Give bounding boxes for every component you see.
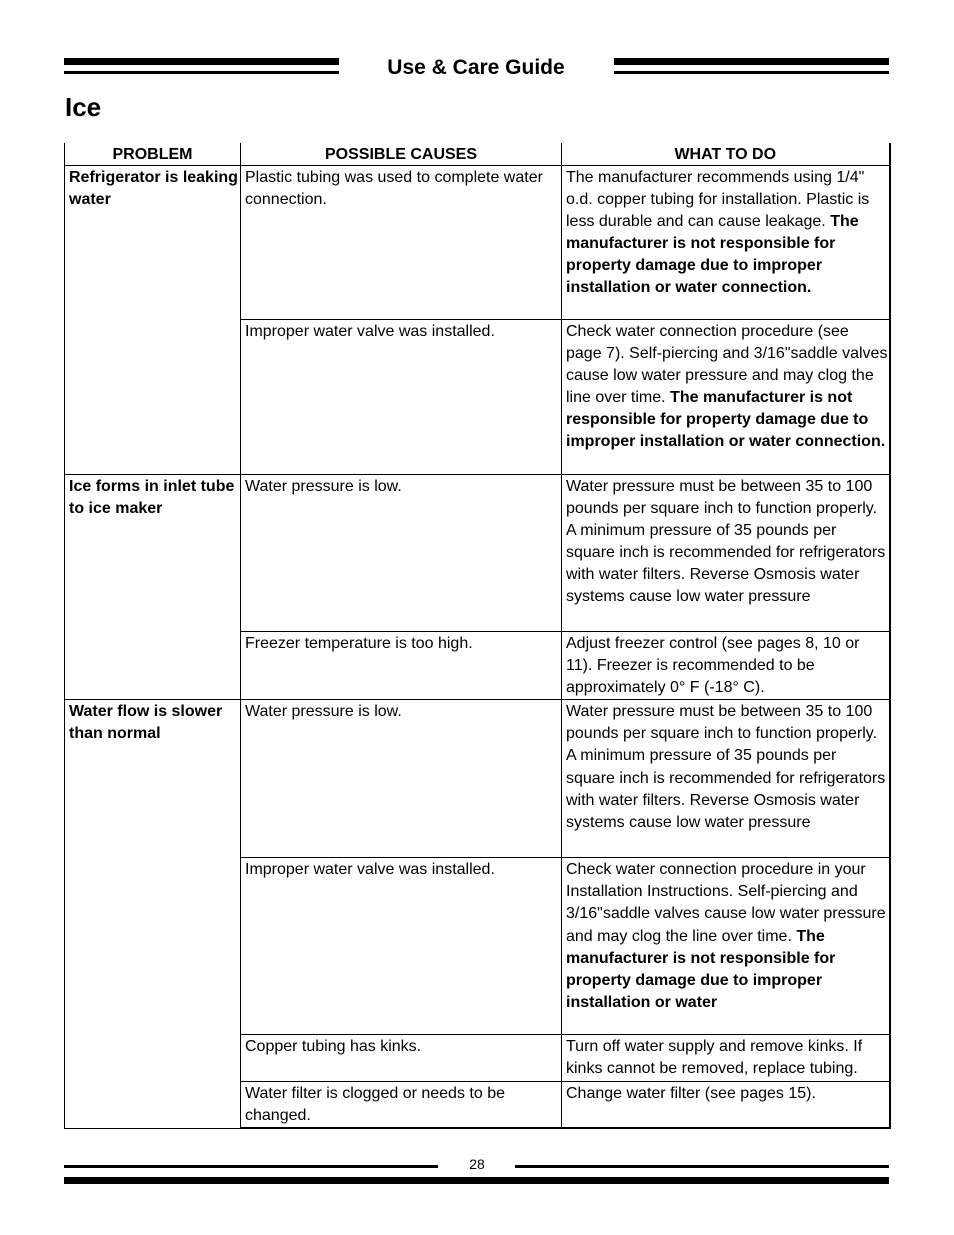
cause-cell: Copper tubing has kinks. (241, 1035, 562, 1082)
problem-cell: Refrigerator is leaking water (65, 166, 241, 475)
cause-cell: Freezer temperature is too high. (241, 632, 562, 700)
todo-cell (562, 166, 890, 320)
footer-rule-right-thin (515, 1165, 889, 1168)
problem-cell: Ice forms in inlet tube to ice maker (65, 475, 241, 700)
cause-cell: Water filter is clogged or needs to be changed. (241, 1082, 562, 1129)
troubleshooting-table (64, 143, 889, 1129)
header-rule-left-thin (64, 71, 339, 74)
todo-cell: Water pressure must be between 35 to 100 pounds per square inch to function properly. A minimum pressure of 35 pounds per square inch is recommended for refrigerators with water filters. Reverse Osmosis water systems cause low water pressure (562, 700, 890, 858)
footer-rule-thick (64, 1177, 889, 1184)
todo-cell: Water pressure must be between 35 to 100 pounds per square inch to function properly. A minimum pressure of 35 pounds per square inch is recommended for refrigerators with water filters. Reverse Osmosis water systems cause low water pressure (562, 475, 890, 632)
header-rule-right-thick (614, 58, 889, 65)
footer-rule-left-thin (64, 1165, 438, 1168)
page-number: 28 (469, 1156, 485, 1172)
table-row (65, 475, 890, 632)
todo-text: Check water connection procedure (see page 7). Self-piercing and 3/16"saddle valves cause low water pressure and may clog the line over time. (566, 323, 888, 407)
todo-warning: The manufacturer is not responsible for property damage due to improper installation or water connection. (566, 213, 859, 297)
todo-cell: Change water filter (see pages 15). (562, 1082, 890, 1129)
column-header-what-to-do: WHAT TO DO (562, 143, 890, 166)
cause-cell: Plastic tubing was used to complete water connection. (241, 166, 562, 320)
cause-cell: Water pressure is low. (241, 700, 562, 858)
todo-warning: The manufacturer is not responsible for property damage due to improper installation or water connection. (566, 389, 886, 451)
todo-text: Check water connection procedure in your Installation Instructions. Self-piercing and 3/16"saddle valves cause low water pressure and may clog the line over time. (566, 861, 886, 945)
header-title: Use & Care Guide (387, 56, 565, 79)
header-rule-right-thin (614, 71, 889, 74)
table-header-row (65, 143, 890, 166)
table-row (65, 166, 890, 320)
column-header-problem: PROBLEM (65, 143, 241, 166)
todo-text: The manufacturer recommends using 1/4" o.d. copper tubing for installation. Plastic is less durable and can cause leakage. (566, 169, 870, 231)
todo-cell (562, 320, 890, 475)
cause-cell: Water pressure is low. (241, 475, 562, 632)
todo-warning: The manufacturer is not responsible for property damage due to improper installation or water (566, 927, 836, 1011)
todo-cell: Turn off water supply and remove kinks. If kinks cannot be removed, replace tubing. (562, 1035, 890, 1082)
todo-cell: Adjust freezer control (see pages 8, 10 or 11). Freezer is recommended to be approximately 0° F (-18° C). (562, 632, 890, 700)
section-title: Ice (65, 92, 102, 122)
table-row (65, 700, 890, 858)
header-rule-left-thick (64, 58, 339, 65)
cause-cell: Improper water valve was installed. (241, 858, 562, 1035)
todo-cell (562, 858, 890, 1035)
cause-cell: Improper water valve was installed. (241, 320, 562, 475)
problem-cell: Water flow is slower than normal (65, 700, 241, 1129)
column-header-possible-causes: POSSIBLE CAUSES (241, 143, 562, 166)
